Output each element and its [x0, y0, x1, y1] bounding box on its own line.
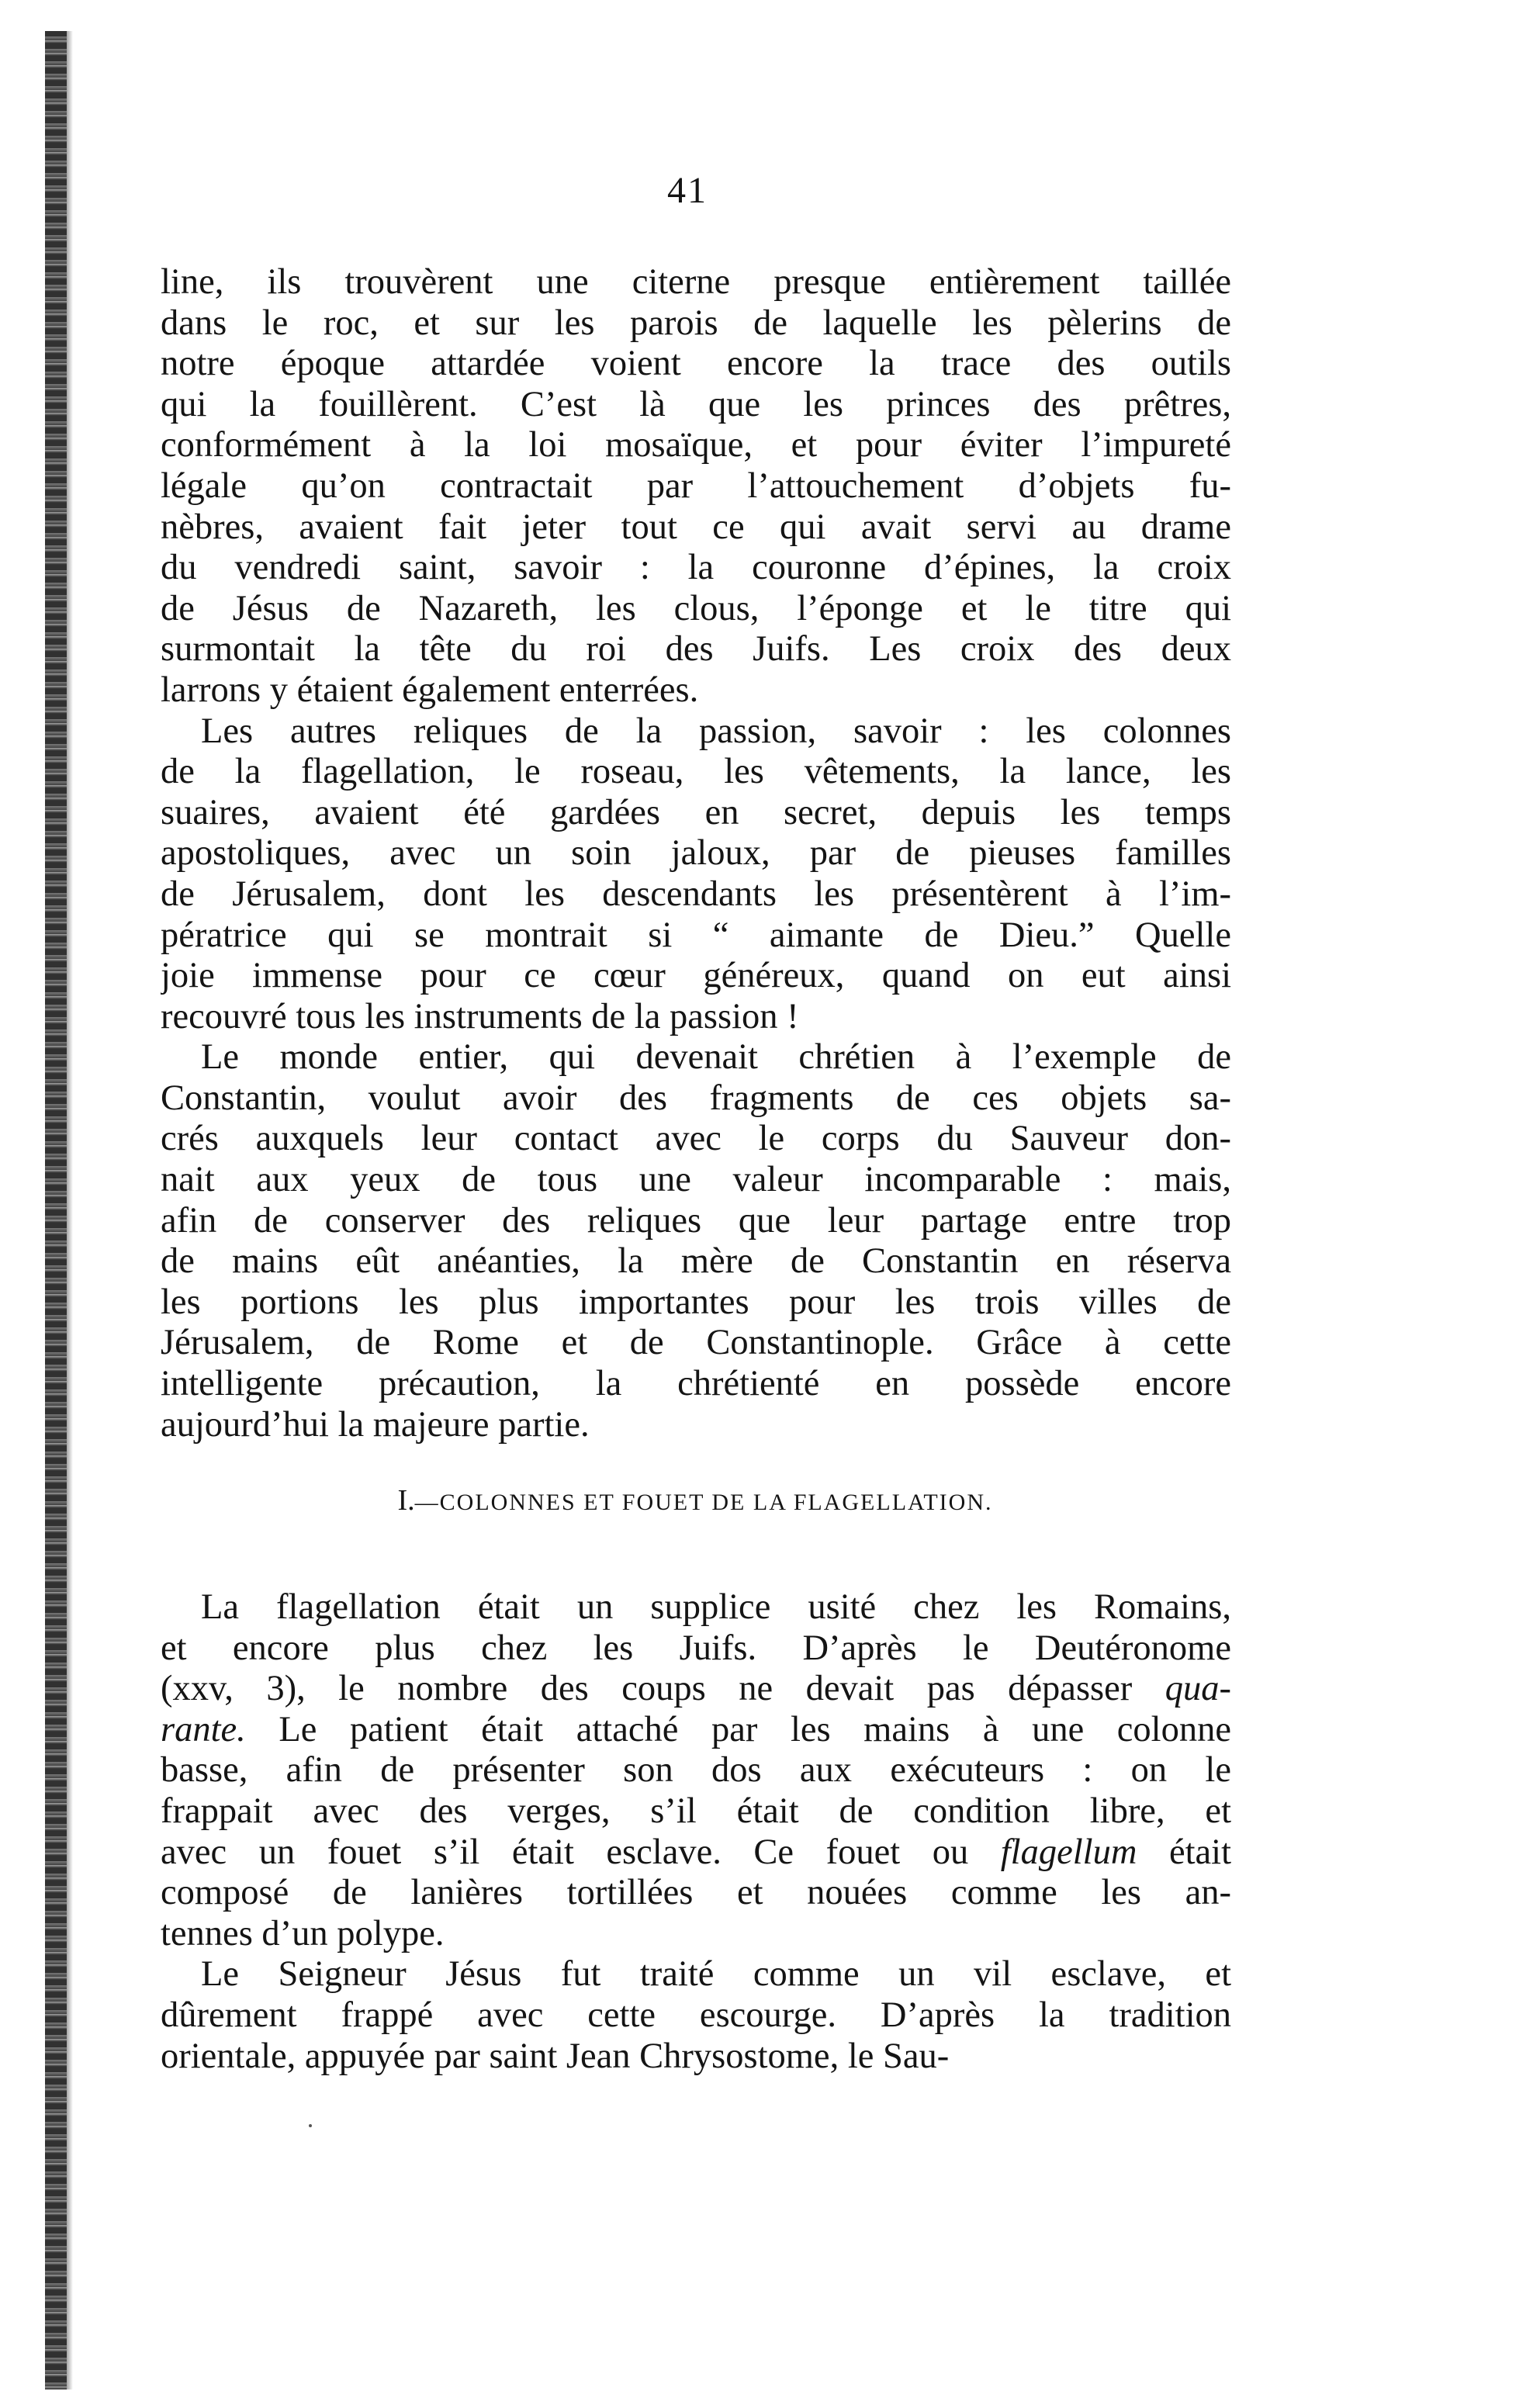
text-line: recouvré tous les instruments de la passion ! [161, 996, 799, 1036]
text-run: basse, afin de présenter son dos aux exécuteurs : on le [161, 1750, 1231, 1791]
text-run: dûrement frappé avec cette escourge. D’après la tradition [161, 1995, 1231, 2035]
text-line: qui la fouillèrent. C’est là que les princes des prêtres, [161, 384, 1231, 424]
text-line: apostoliques, avec un soin jaloux, par de pieuses familles [161, 833, 1231, 874]
text-run: avec un fouet s’il était esclave. Ce fouet ou [161, 1832, 1001, 1872]
text-line: larrons y étaient également enterrées. [161, 670, 699, 710]
text-run: orientale, appuyée par saint Jean Chrysostome, le Sau- [161, 2036, 950, 2076]
text-line: dans le roc, et sur les parois de laquelle les pèlerins de [161, 303, 1231, 343]
text-run: et encore plus chez les Juifs. D’après le Deutéronome [161, 1628, 1231, 1668]
text-line [161, 1750, 1231, 1791]
paragraph [161, 262, 1231, 711]
paragraph [161, 1037, 1231, 1445]
text-run: Le patient était attaché par les mains à une colonne [245, 1709, 1231, 1749]
text-line: de mains eût anéanties, la mère de Constantin en réserva [161, 1241, 1231, 1282]
italic-text: qua- [1165, 1669, 1231, 1709]
book-binding-edge [45, 31, 67, 2389]
text-line: intelligente précaution, la chrétienté en possède encore [161, 1364, 1231, 1404]
text-run: Le Seigneur Jésus fut traité comme un vil esclave, et [201, 1954, 1231, 1995]
section-title: —COLONNES ET FOUET DE LA FLAGELLATION. [414, 1490, 993, 1515]
page-number: 41 [667, 170, 708, 211]
text-line: légale qu’on contractait par l’attouchement d’objets fu- [161, 465, 1231, 506]
paragraph [161, 711, 1231, 1038]
text-run: tennes d’un polype. [161, 1913, 445, 1953]
text-line: Constantin, voulut avoir des fragments de ces objets sa- [161, 1078, 1231, 1118]
text-line: suaires, avaient été gardées en secret, depuis les temps [161, 792, 1231, 832]
section-number: I. [397, 1484, 415, 1517]
body-text-top [161, 262, 1231, 1445]
text-line [161, 1995, 1231, 2036]
text-line: joie immense pour ce cœur généreux, quand on eut ainsi [161, 956, 1231, 996]
text-line: Jérusalem, de Rome et de Constantinople. Grâce à cette [161, 1323, 1231, 1363]
text-line: pératrice qui se montrait si “ aimante de Dieu.” Quelle [161, 915, 1231, 955]
text-line [161, 1832, 1231, 1874]
text-run: (xxv, 3), le nombre des coups ne devait pas dépasser [161, 1669, 1165, 1709]
print-speck [309, 2124, 312, 2127]
text-line [161, 1669, 1231, 1710]
paragraph [161, 1587, 1231, 1954]
text-line [161, 1791, 1231, 1832]
paragraph [161, 1954, 1231, 2077]
text-line: aujourd’hui la majeure partie. [161, 1404, 590, 1445]
text-line [161, 1873, 1231, 1914]
text-line: conformément à la loi mosaïque, et pour éviter l’impureté [161, 425, 1231, 465]
text-line: nait aux yeux de tous une valeur incomparable : mais, [161, 1160, 1231, 1200]
text-line: surmontait la tête du roi des Juifs. Les croix des deux [161, 629, 1231, 670]
text-line: de Jésus de Nazareth, les clous, l’éponge et le titre qui [161, 588, 1231, 628]
text-run: composé de lanières tortillées et nouées comme les an- [161, 1873, 1231, 1913]
text-line [161, 1914, 1231, 1955]
text-line: line, ils trouvèrent une citerne presque entièrement taillée [161, 262, 1231, 302]
text-line: de la flagellation, le roseau, les vêtements, la lance, les [161, 752, 1231, 792]
text-line [161, 2036, 1231, 2078]
text-line: crés auxquels leur contact avec le corps du Sauveur don- [161, 1119, 1231, 1159]
text-line: les portions les plus importantes pour les trois villes de [161, 1282, 1231, 1322]
body-text-bottom [161, 1587, 1231, 2077]
text-line [161, 1587, 1231, 1628]
text-line [161, 1954, 1231, 1995]
text-run: La flagellation était un supplice usité chez les Romains, [201, 1587, 1231, 1627]
text-line [161, 1628, 1231, 1670]
text-run: était [1137, 1832, 1231, 1872]
text-line [161, 1710, 1231, 1751]
italic-text: rante. [161, 1709, 246, 1749]
text-line: de Jérusalem, dont les descendants les présentèrent à l’im- [161, 874, 1231, 914]
text-line: du vendredi saint, savoir : la couronne d’épines, la croix [161, 548, 1231, 588]
section-heading [0, 1482, 1390, 1521]
text-line: nèbres, avaient fait jeter tout ce qui avait servi au drame [161, 507, 1231, 547]
text-line: notre époque attardée voient encore la trace des outils [161, 344, 1231, 384]
text-line: afin de conserver des reliques que leur partage entre trop [161, 1200, 1231, 1241]
italic-text: flagellum [1000, 1832, 1137, 1872]
binding-shadow [67, 31, 73, 2389]
text-line: Le monde entier, qui devenait chrétien à l’exemple de [201, 1037, 1231, 1078]
text-run: frappait avec des verges, s’il était de condition libre, et [161, 1791, 1231, 1831]
text-line: Les autres reliques de la passion, savoir : les colonnes [201, 711, 1231, 751]
